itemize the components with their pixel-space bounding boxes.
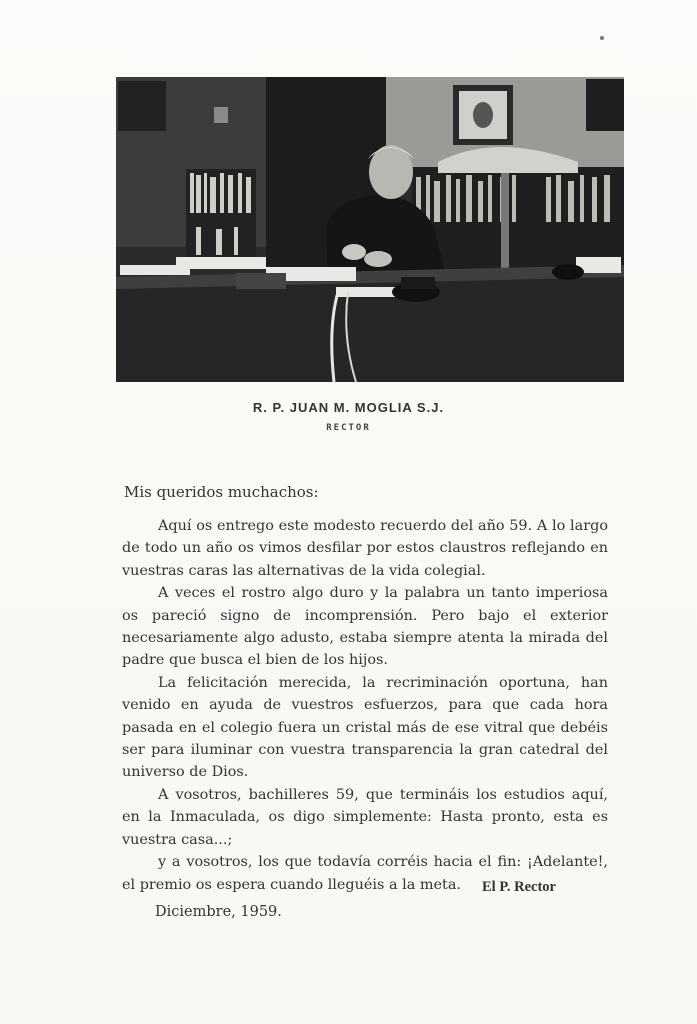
rector-photo <box>116 77 624 382</box>
letter-paragraph: A vosotros, bachilleres 59, que termináis los estudios aquí, en la Inmaculada, os digo simplemente: Hasta pronto, esta es vuestra casa...; <box>122 786 608 848</box>
ink-dot <box>600 36 604 40</box>
letter-paragraph: A veces el rostro algo duro y la palabra un tanto imperiosa os pareció signo de incomprensión. Pero bajo el exterior necesariamente algo adusto, estaba siempre atenta la mirada del padre que busca el bien de los hijos. <box>122 585 608 669</box>
letter-paragraph: La felicitación merecida, la recriminación oportuna, han venido en ayuda de vuestros esfuerzos, para que cada hora pasada en el colegio fuera un cristal más de ese vitral que debéis ser para iluminar con vuestra transparencia la gran catedral del universo de Dios. <box>122 674 608 781</box>
letter-body <box>122 515 608 896</box>
signature: El P. Rector <box>482 879 556 895</box>
rector-name: R. P. JUAN M. MOGLIA S.J. <box>252 400 445 415</box>
portrait-photo-icon <box>116 77 624 382</box>
letter-paragraph: y a vosotros, los que todavía corréis hacia el fin: ¡Adelante!, el premio os espera cuando lleguéis a la meta. <box>122 854 608 893</box>
salutation: Mis queridos muchachos: <box>124 483 319 501</box>
letter-paragraph: Aquí os entrego este modesto recuerdo del año 59. A lo largo de todo un año os vimos desfilar por estos claustros reflejando en vuestras caras las alternativas de la vida colegial. <box>122 518 608 579</box>
rector-title: RECTOR <box>326 423 371 433</box>
letter-date: Diciembre, 1959. <box>155 904 282 920</box>
